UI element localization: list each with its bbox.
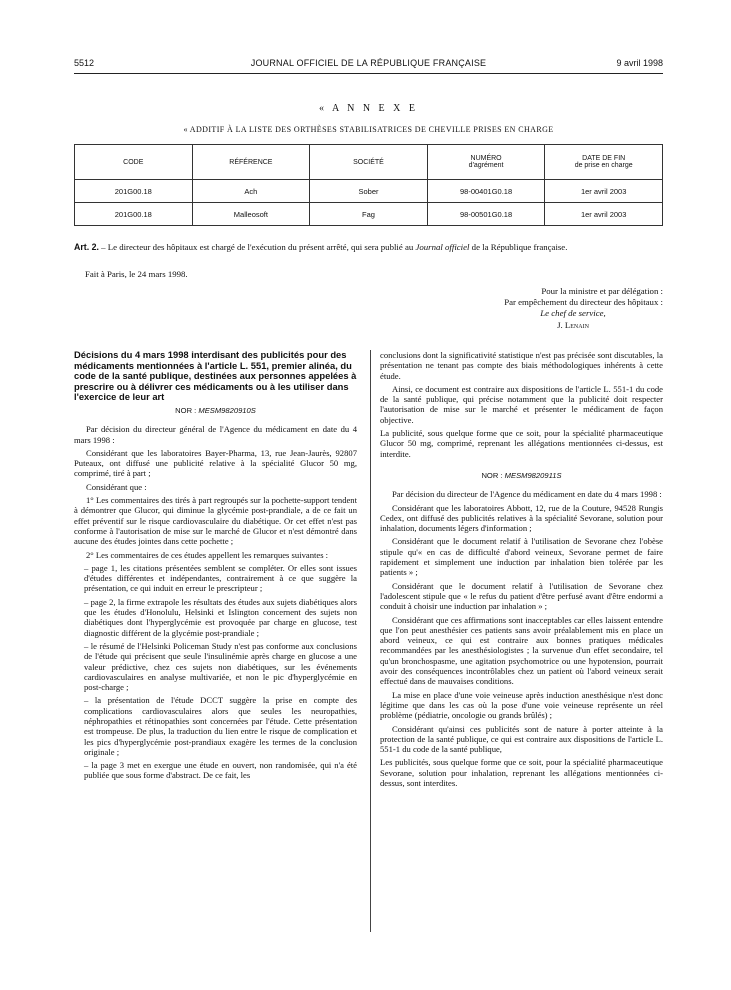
paragraph: Considérant que le document relatif à l'utilisation de Sevorane chez l'adolescent stipule que « le refus du patient d'être perfusé avant d'être endormi a conduit à choisir une induction par inhalation » ;	[380, 580, 663, 612]
annexe-table	[74, 144, 663, 226]
list-item: – page 2, la firme extrapole les résultats des études aux sujets diabétiques alors que les études d'Honolulu, Helsinki et Islington concernent des sujets non diabétiques dont l'hyperglycémie est provoquée par charge en glucose, test diagnostic différent de la glycémie post-prandiale ;	[84, 596, 357, 638]
table-cell: Fag	[310, 203, 428, 226]
paragraph: 1° Les commentaires des tirés à part regroupés sur la pochette-support tendent à démontrer que Glucor, qui diminue la glycémie post-prandiale, a de ce fait un effet préventif sur le risque cardiovasculaire du diabétique. Or cet effet n'est pas conforme à l'autorisation de mise sur le marché de Glucor et n'est démontré dans aucune des études jointes dans cette pochette ;	[74, 495, 357, 547]
list-item: – la page 3 met en exergue une étude en ouvert, non randomisée, qui n'a été publiée que sous forme d'abstract. De ce fait, les	[84, 760, 357, 781]
page-header	[74, 58, 663, 72]
nor-reference	[380, 471, 663, 481]
paragraph: Considérant qu'ainsi ces publicités sont de nature à porter atteinte à la protection de la santé publique, ce qui est contraire aux dispositions de l'article L. 551-1 du code de la santé publique,	[380, 723, 663, 755]
header-rule	[74, 73, 663, 74]
signature-title: Le chef de service,	[540, 308, 606, 319]
column-divider	[370, 350, 371, 932]
issue-date: 9 avril 1998	[616, 58, 663, 68]
table-cell: Malleosoft	[192, 203, 310, 226]
article-2	[74, 242, 663, 253]
paragraph: Considérant que les laboratoires Bayer-Pharma, 13, rue Jean-Jaurès, 92807 Puteaux, ont diffusé une publicité relative à la spécialité Glucor 50 mg, comprimé, tiré à part ;	[74, 447, 357, 479]
annexe-subtitle: « ADDITIF À LA LISTE DES ORTHÈSES STABILISATRICES DE CHEVILLE PRISES EN CHARGE	[183, 125, 554, 134]
table-cell: 201G00.18	[75, 180, 193, 203]
table-cell: Sober	[310, 180, 428, 203]
journal-title: JOURNAL OFFICIEL DE LA RÉPUBLIQUE FRANÇAISE	[250, 58, 487, 68]
decision-title: Décisions du 4 mars 1998 interdisant des publicités pour des médicaments mentionnées à l'article L. 551, premier alinéa, du code de la santé publique, destinées aux personnes appelées à prescrire ou à délivrer ces médicaments ou à les utiliser dans l'exercice de leur art	[74, 349, 357, 403]
table-cell: 201G00.18	[75, 203, 193, 226]
paragraph: Les publicités, sous quelque forme que ce soit, pour la spécialité pharmaceutique Sevorane, solution pour inhalation, reprenant les allégations mentionnées ci-dessus, sont interdites.	[380, 757, 663, 788]
left-column	[74, 350, 357, 784]
article-text: – Le directeur des hôpitaux est chargé de l'exécution du présent arrêté, qui sera publié au	[98, 242, 416, 252]
journal-reference: Journal officiel	[415, 242, 470, 252]
page-number: 5512	[74, 58, 95, 68]
column-header: RÉFÉRENCE	[192, 145, 310, 180]
nor-code: MESM9820910S	[198, 405, 256, 415]
paragraph: Par décision du directeur de l'Agence du médicament en date du 4 mars 1998 :	[392, 489, 662, 500]
signature-block	[363, 286, 663, 331]
nor-label: NOR :	[175, 405, 199, 415]
paragraph: Considérant que ces affirmations sont inacceptables car elles laissent entendre que l'on peut anesthésier ces patients sans avoir préalablement mis en place un abord veineux, ce qui est contraire aux bonnes pratiques médicales recommandées par les anesthésiologistes ; la survenue d'un effet secondaire, tel qu'un bronchospasme, une agitation psychomotrice ou une hypotension, pourrait avoir des conséquences incontrôlables chez un patient où l'abord veineux serait effectué dans de mauvaises conditions.	[380, 614, 663, 687]
table-cell: 1er avril 2003	[545, 180, 663, 203]
column-header: CODE	[75, 145, 193, 180]
column-header: SOCIÉTÉ	[310, 145, 428, 180]
paragraph: Ainsi, ce document est contraire aux dispositions de l'article L. 551-1 du code de la santé publique, qui précise notamment que la publicité doit respecter l'autorisation de mise sur le marché et présenter le médicament de façon objective.	[380, 383, 663, 425]
right-column	[380, 350, 663, 791]
article-label: Art. 2.	[74, 242, 99, 252]
paragraph: Considérant que le document relatif à l'utilisation de Sevorane chez l'obèse stipule qu'« en cas de difficulté d'abord veineux, Sevorane permet de faire rapidement et simplement une induction par inhalation bien tolérée par les patients » ;	[380, 536, 663, 578]
signing-place-date: Fait à Paris, le 24 mars 1998.	[85, 269, 188, 279]
table-cell: Ach	[192, 180, 310, 203]
paragraph: 2° Les commentaires de ces études appellent les remarques suivantes :	[86, 549, 329, 560]
table-row	[75, 203, 663, 226]
table-cell: 1er avril 2003	[545, 203, 663, 226]
list-item: – la présentation de l'étude DCCT suggère la prise en compte des complications cardiovasculaires alors que seules les neuropathies, néphropathies et rétinopathies sont concernées par l'étude. Cette présentation est trompeuse. De plus, la traduction du lien entre le risque de complication et les pics d'hyperglycémie post-prandiaux exagère les termes de la conclusion originale ;	[84, 695, 357, 757]
signature-line: Pour la ministre et par délégation :	[541, 286, 663, 296]
table-header-row	[75, 145, 663, 180]
nor-reference	[74, 406, 357, 416]
list-item: – le résumé de l'Helsinki Policeman Study n'est pas conforme aux conclusions de l'étude qui précisent que seule l'insulinémie après charge en glucose a une valeur prédictive, chez ces sujets non diabétiques, sur les événements cardiovasculaires en analyse multivariée, et non le pic d'hyperglycémie en post-charge ;	[84, 640, 357, 693]
table-cell: 98-00401G0.18	[427, 180, 545, 203]
paragraph: conclusions dont la significativité statistique n'est pas précisée sont discutables, la présentation ne tenant pas compte des biais méthodologiques inhérents à cette étude.	[380, 350, 663, 381]
paragraph: Considérant que les laboratoires Abbott, 12, rue de la Couture, 94528 Rungis Cedex, ont diffusé des publicités relatives à la spécialité Sevorane, solution pour inhalation, documents légers d'information ;	[380, 502, 663, 534]
table-cell: 98-00501G0.18	[427, 203, 545, 226]
paragraph: La publicité, sous quelque forme que ce soit, pour la spécialité pharmaceutique Glucor 50 mg, comprimé, reprenant les allégations mentionnées ci-dessus, est interdite.	[380, 428, 663, 459]
paragraph: Considérant que :	[86, 481, 147, 492]
nor-label: NOR :	[481, 470, 505, 480]
signatory-name: J. Lenain	[557, 319, 589, 330]
paragraph: Par décision du directeur général de l'Agence du médicament en date du 4 mars 1998 :	[74, 424, 357, 445]
article-text-end: de la République française.	[469, 242, 568, 252]
list-item: – page 1, les citations présentées semblent se compléter. Or elles sont issues d'études différentes et indépendantes, contrairement à ce que suggère la présentation, ce qui induit en erreur le prescripteur ;	[84, 562, 357, 594]
column-header: NUMÉRO d'agrément	[427, 145, 545, 180]
nor-code: MESM9820911S	[504, 470, 562, 480]
signature-line: Par empêchement du directeur des hôpitaux :	[504, 297, 663, 308]
column-header: DATE DE FIN de prise en charge	[545, 145, 663, 180]
annexe-title: « A N N E X E	[319, 103, 418, 114]
table-row	[75, 180, 663, 203]
paragraph: La mise en place d'une voie veineuse après induction anesthésique n'est donc légitime que dans les cas où la pose d'une voie veineuse représente un réel problème (pédiatrie, oncologie ou grands brûlés) ;	[380, 689, 663, 721]
